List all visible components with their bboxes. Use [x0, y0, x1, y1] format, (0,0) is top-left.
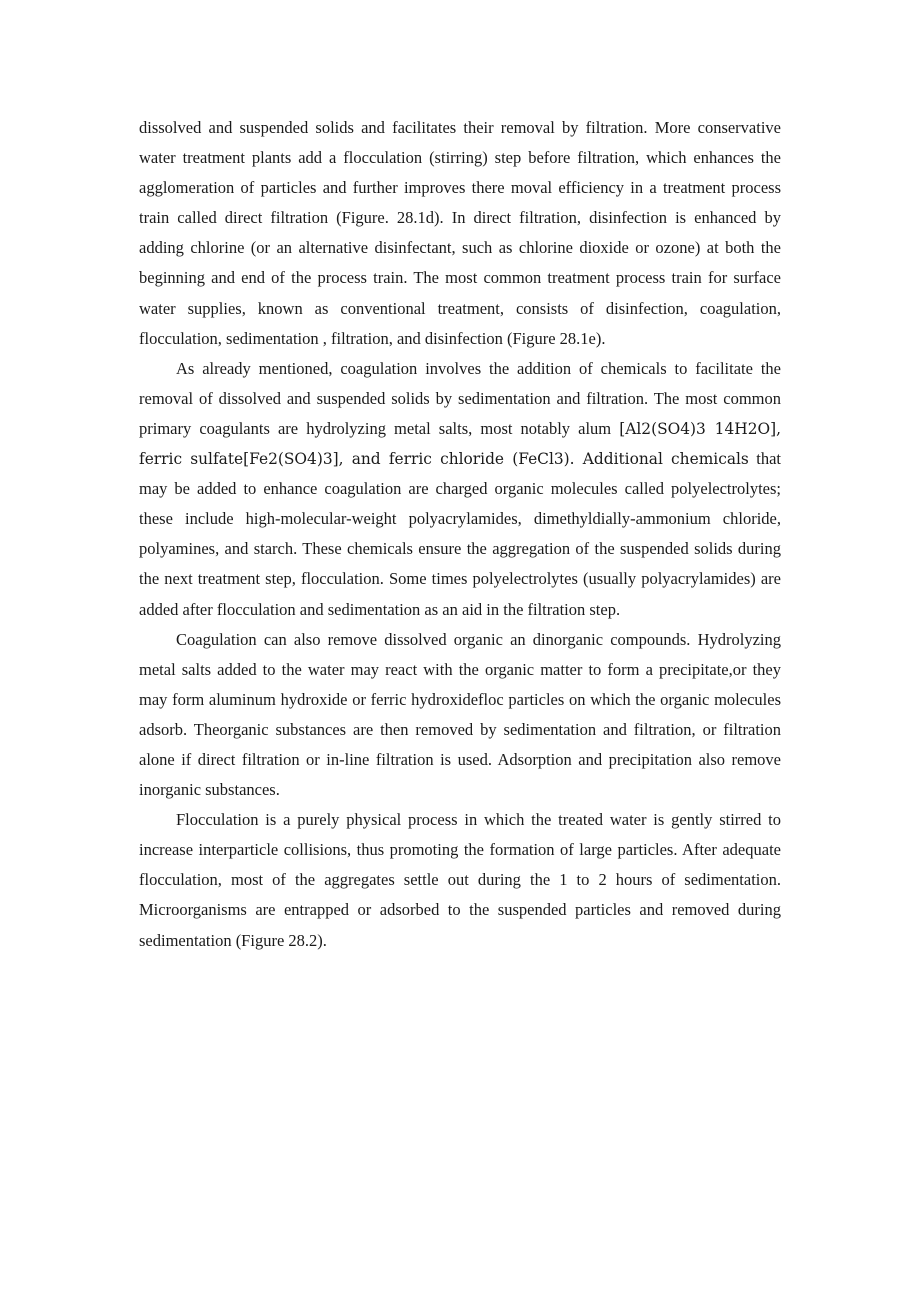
paragraph-2-chemical-formulas: [Al2(SO4)3 14H2O], ferric sulfate[Fe2(SO4)3], and ferric chloride (FeCl3). Additional chemicals — [139, 419, 781, 469]
paragraph-4: Flocculation is a purely physical process in which the treated water is gently stirred to increase interparticle collisions, thus promoting the formation of large particles. After adequate flocculation, most of the aggregates settle out during the 1 to 2 hours of sedimentation. Microorganisms are entrapped or adsorbed to the suspended particles and removed during sedimentation (Figure 28.2). — [139, 810, 781, 950]
paragraph-2-text-a: As already mentioned, coagulation involves the addition of chemicals to facilitate the removal of dissolved and suspended solids by sedimentation and filtration. The most common primary coagulants are hydrolyzing metal salts, most notably alum — [139, 358, 781, 438]
document-page — [139, 113, 781, 956]
paragraph-2 — [139, 354, 781, 625]
paragraph-1: dissolved and suspended solids and facilitates their removal by filtration. More conservative water treatment plants add a flocculation (stirring) step before filtration, which enhances the agglomeration of particles and further improves there moval efficiency in a treatment process train called direct filtration (Figure. 28.1d). In direct filtration, disinfection is enhanced by adding chlorine (or an alternative disinfectant, such as chlorine dioxide or ozone) at both the beginning and end of the process train. The most common treatment process train for surface water supplies, known as conventional treatment, consists of disinfection, coagulation, flocculation, sedimentation , filtration, and disinfection (Figure 28.1e). — [139, 118, 781, 348]
paragraph-3: Coagulation can also remove dissolved organic an dinorganic compounds. Hydrolyzing metal salts added to the water may react with the organic matter to form a precipitate,or they may form aluminum hydroxide or ferric hydroxidefloc particles on which the organic molecules adsorb. Theorganic substances are then removed by sedimentation and filtration, or filtration alone if direct filtration or in-line filtration is used. Adsorption and precipitation also remove inorganic substances. — [139, 629, 781, 800]
paragraph-2-text-c: that may be added to enhance coagulation are charged organic molecules called polyelectrolytes; these include high-molecular-weight polyacrylamides, dimethyldially-ammonium chloride, polyamines, and starch. These chemicals ensure the aggregation of the suspended solids during the next treatment step, flocculation. Some times polyelectrolytes (usually polyacrylamides) are added after flocculation and sedimentation as an aid in the filtration step. — [139, 449, 781, 619]
